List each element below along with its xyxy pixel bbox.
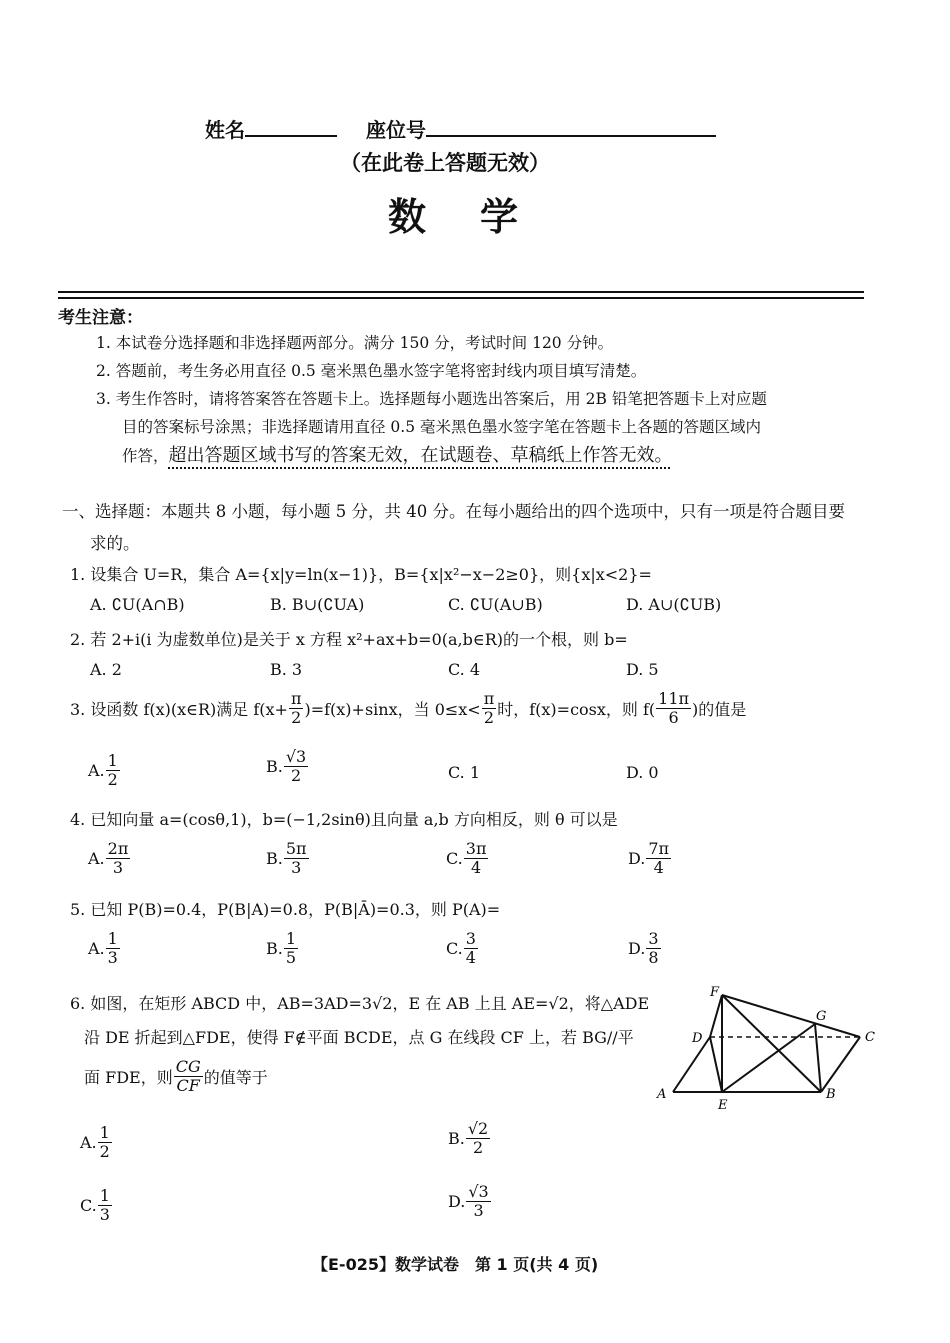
fraction-numerator: √3 [468,1182,489,1201]
fraction-denominator: 2 [483,707,495,727]
option-fraction [106,930,120,966]
fraction-denominator: 4 [471,857,482,877]
instruction-3-line2: 目的答案标号涂黑；非选择题请用直径 0.5 毫米黑色墨水签字笔在答题卡上各题的答题区域内 [122,418,762,436]
option-fraction [464,930,478,966]
option-fraction [464,840,489,876]
name-field [205,114,337,143]
instruction-1: 1. 本试卷分选择题和非选择题两部分。满分 150 分，考试时间 120 分钟。 [96,334,614,352]
fraction-denominator: 2 [107,769,118,789]
fraction-denominator: 3 [99,1204,110,1224]
question-3-fraction-1 [289,690,304,726]
option-fraction [466,1120,490,1156]
instructions-heading: 考生注意： [58,308,143,328]
question-5-option-c[interactable] [446,930,479,966]
option-label: B. [266,756,283,776]
question-2-option-a[interactable]: A. 2 [90,660,122,679]
option-label: C. [446,848,463,868]
option-fraction [284,930,298,966]
question-3-option-d[interactable]: D. 0 [626,763,659,782]
question-3-option-a[interactable] [88,752,121,788]
fraction-denominator: 4 [653,857,664,877]
fraction-denominator: 5 [285,947,297,967]
option-fraction [106,840,131,876]
header-rule-top [58,291,864,293]
name-blank [245,117,337,137]
question-6-line1: 6. 如图，在矩形 ABCD 中，AB=3AD=3√2，E 在 AB 上且 AE=√2，将△ADE [70,994,650,1013]
fraction-numerator: CG [175,1057,201,1076]
fraction-numerator: 1 [285,929,297,948]
question-1-option-c[interactable]: C. ∁U(A∪B) [448,595,543,614]
question-3-stem [70,690,746,726]
label-g: G [816,1009,827,1024]
answer-notice: （在此卷上答题无效） [340,151,550,175]
fraction-denominator: 2 [291,707,302,727]
option-fraction [646,840,671,876]
question-4-option-d[interactable] [628,840,672,876]
option-label: A. [88,938,105,958]
question-6-text-1: 面 FDE，则 [84,1067,173,1087]
fraction-numerator: 11π [658,689,690,708]
option-label: A. [80,1132,97,1152]
fraction-denominator: 3 [473,1200,484,1220]
instruction-3-line1: 3. 考生作答时，请将答案答在答题卡上。选择题每小题选出答案后，用 2B 铅笔把答题卡上对应题 [96,390,767,408]
fraction-numerator: 2π [107,839,129,858]
instruction-3-line3 [122,441,673,467]
edge-eg [722,1024,815,1092]
instruction-3-prefix: 作答， [122,447,169,465]
question-3-text-2: )=f(x)+sinx，当 0≤x< [304,699,481,719]
option-fraction [98,1124,112,1160]
fraction-numerator: 1 [99,1123,110,1142]
question-3-option-b[interactable] [266,748,309,784]
question-6-option-c[interactable] [80,1187,113,1223]
option-label: D. [628,848,646,868]
question-2-option-b[interactable]: B. 3 [270,660,303,679]
question-4-option-a[interactable] [88,840,131,876]
seat-label: 座位号 [366,118,426,142]
option-fraction [106,752,120,788]
question-4-option-c[interactable] [446,840,489,876]
geometry-figure [650,982,882,1114]
fraction-numerator: √3 [285,747,307,766]
option-label: B. [266,848,283,868]
question-3-text-1: 3. 设函数 f(x)(x∈R)满足 f(x+ [70,699,288,719]
fraction-numerator: 3 [465,929,476,948]
label-f: F [710,985,720,1000]
question-1-option-a[interactable]: A. ∁U(A∩B) [90,595,185,614]
page-footer: 【E-025】数学试卷 第 1 页(共 4 页) [312,1255,599,1274]
option-label: C. [80,1195,97,1215]
fraction-numerator: 3π [465,839,487,858]
question-4-stem: 4. 已知向量 a=(cosθ,1)，b=(−1,2sinθ)且向量 a,b 方向相反，则 θ 可以是 [70,810,618,829]
question-6-fraction [174,1058,203,1094]
question-3-fraction-3 [656,690,691,726]
fraction-denominator: 3 [291,857,302,877]
label-b: B [826,1087,836,1102]
fraction-numerator: π [483,689,495,708]
question-5-option-d[interactable] [628,930,662,966]
question-1-option-b[interactable]: B. B∪(∁UA) [270,595,365,614]
section-heading: 一、选择题：本题共 8 小题，每小题 5 分，共 40 分。在每小题给出的四个选项中，只有一项是符合题目要 [62,502,845,521]
fraction-denominator: 3 [107,947,118,967]
fraction-denominator: CF [176,1075,200,1095]
name-label: 姓名 [205,118,245,142]
option-label: A. [88,848,105,868]
fraction-numerator: 7π [648,839,670,858]
fraction-numerator: π [290,689,302,708]
option-label: A. [88,760,105,780]
seat-blank [426,117,716,137]
option-label: C. [446,938,463,958]
fraction-denominator: 2 [99,1141,110,1161]
option-fraction [284,748,308,784]
fraction-denominator: 2 [290,765,302,785]
option-label: D. [628,938,646,958]
question-1-option-d[interactable]: D. A∪(∁UB) [626,595,722,614]
question-2-option-d[interactable]: D. 5 [626,660,659,679]
option-label: D. [448,1191,466,1211]
fraction-numerator: 1 [107,751,118,770]
edge-de [710,1037,722,1092]
question-6-text-2: 的值等于 [203,1067,268,1087]
seat-field [366,114,716,143]
option-fraction [466,1183,490,1219]
label-e: E [718,1098,728,1113]
fraction-denominator: 8 [648,947,659,967]
edge-bg [815,1024,821,1092]
question-2-stem: 2. 若 2+i(i 为虚数单位)是关于 x 方程 x²+ax+b=0(a,b∈R)的一个根，则 b= [70,630,628,649]
question-3-fraction-2 [482,690,497,726]
instruction-3-emphasis: 超出答题区域书写的答案无效，在试题卷、草稿纸上作答无效。 [168,445,673,466]
question-5-option-b[interactable] [266,930,299,966]
option-fraction [284,840,309,876]
question-6-option-b[interactable] [448,1120,491,1156]
question-6-line2: 沿 DE 折起到△FDE，使得 F∉平面 BCDE，点 G 在线段 CF 上，若 BG//平 [84,1028,634,1047]
label-d: D [692,1031,703,1046]
question-3-text-4: )的值是 [692,699,747,719]
option-label: B. [266,938,283,958]
fraction-numerator: 3 [648,929,659,948]
question-6-option-a[interactable] [80,1124,113,1160]
edge-fd [710,995,722,1037]
page-title: 数 学 [388,195,527,239]
option-label: B. [448,1128,465,1148]
section-heading-cont: 求的。 [90,534,140,553]
option-fraction [646,930,660,966]
option-fraction [98,1187,112,1223]
question-6-option-d[interactable] [448,1183,492,1219]
fraction-denominator: 2 [472,1137,484,1157]
question-2-option-c[interactable]: C. 4 [448,660,481,679]
fraction-numerator: 1 [107,929,118,948]
header-rule-bottom [58,297,864,299]
fraction-numerator: 5π [285,839,307,858]
question-3-option-c[interactable]: C. 1 [448,763,481,782]
label-a: A [657,1087,667,1102]
question-3-text-3: 时，f(x)=cosx，则 f( [497,699,656,719]
question-5-stem: 5. 已知 P(B)=0.4，P(B|A)=0.8，P(B|Ā)=0.3，则 P(A)= [70,900,501,919]
fraction-numerator: √2 [467,1119,489,1138]
question-1-stem: 1. 设集合 U=R，集合 A={x|y=ln(x−1)}，B={x|x²−x−2≥0}，则{x|x<2}= [70,565,652,584]
question-4-option-b[interactable] [266,840,310,876]
label-c: C [865,1030,875,1045]
fraction-denominator: 4 [465,947,476,967]
edge-bc [821,1037,860,1092]
question-6-line3 [84,1058,268,1094]
question-5-option-a[interactable] [88,930,121,966]
fraction-denominator: 3 [112,857,124,877]
fraction-numerator: 1 [99,1186,110,1205]
instruction-2: 2. 答题前，考生务必用直径 0.5 毫米黑色墨水签字笔将密封线内项目填写清楚。 [96,362,647,380]
fraction-denominator: 6 [668,707,679,727]
